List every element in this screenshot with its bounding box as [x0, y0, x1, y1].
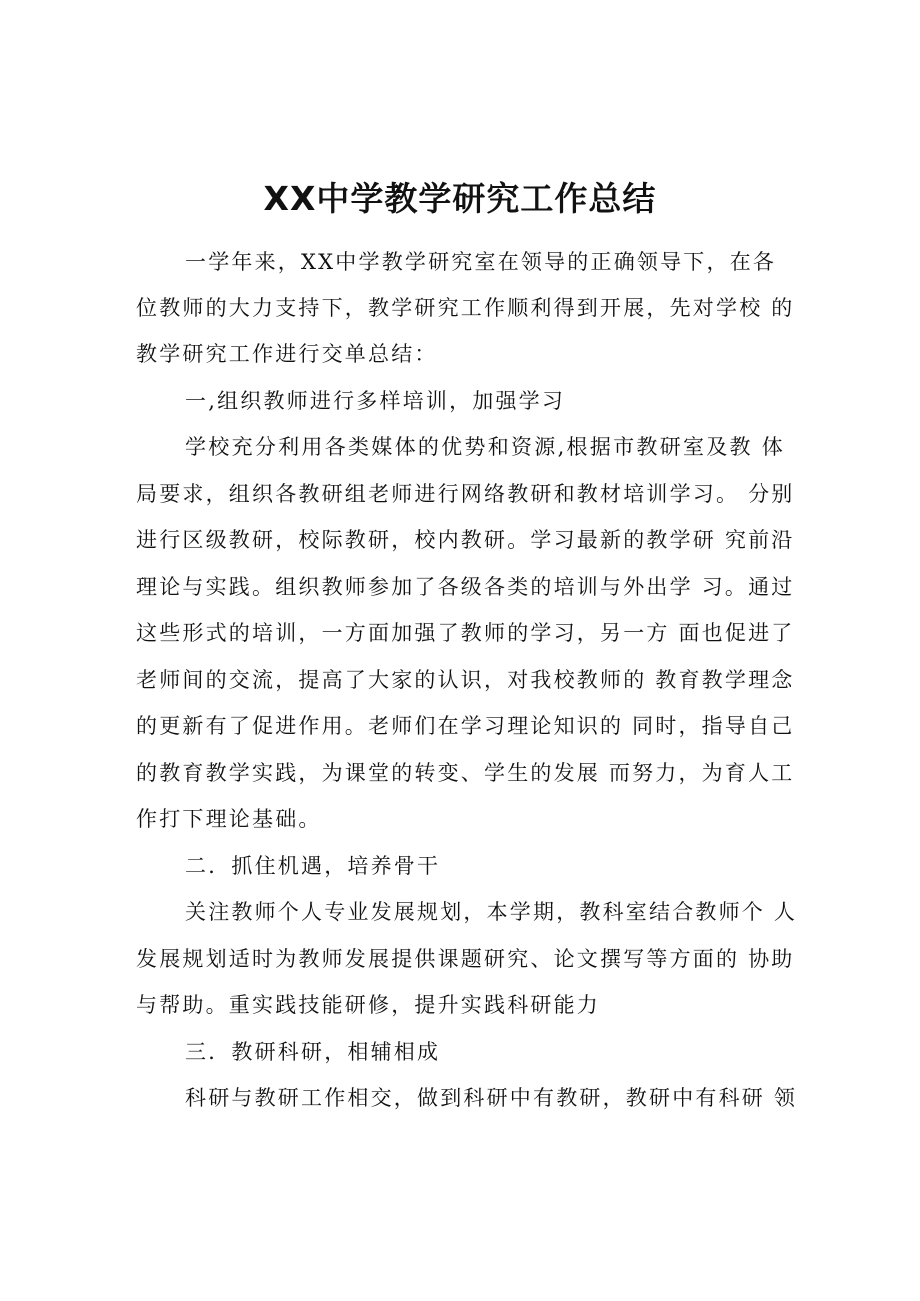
section-heading: 三．教研科研，相辅相成 — [185, 1040, 441, 1064]
paragraph-line: 位教师的大力支持下，教学研究工作顺利得到开展，先对学校 的 — [136, 296, 795, 320]
paragraph-line: 教学研究工作进行交单总结： — [136, 342, 438, 366]
paragraph-line: 关注教师个人专业发展规划，本学期，教科室结合教师个 人 — [185, 900, 798, 924]
section-heading: 一,组织教师进行多样培训，加强学习 — [185, 389, 566, 413]
paragraph-line: 局要求，组织各教研组老师进行网络教研和教材培训学习。 分别 — [136, 482, 795, 506]
paragraph-line: 科研与教研工作相交，做到科研中有教研，教研中有科研 领 — [185, 1086, 798, 1110]
paragraph-line: 的教育教学实践，为课堂的转变、学生的发展 而努力，为育人工 — [136, 761, 795, 785]
paragraph-line: 理论与实践。组织教师参加了各级各类的培训与外出学 习。通过 — [136, 575, 795, 599]
paragraph-line: 这些形式的培训，一方面加强了教师的学习，另一方 面也促进了 — [136, 621, 795, 645]
paragraph-line: 进行区级教研，校际教研，校内教研。学习最新的教学研 究前沿 — [136, 528, 795, 552]
paragraph-line: 的更新有了促进作用。老师们在学习理论知识的 同时，指导自己 — [136, 714, 795, 738]
paragraph-line: 与帮助。重实践技能研修，提升实践科研能力 — [136, 993, 600, 1017]
paragraph-line: 作打下理论基础。 — [136, 807, 322, 831]
paragraph-line: 发展规划适时为教师发展提供课题研究、论文撰写等方面的 协助 — [136, 947, 795, 971]
paragraph-line: 一学年来，XX中学教学研究室在领导的正确领导下，在各 — [185, 250, 777, 274]
paragraph-line: 老师间的交流，提高了大家的认识，对我校教师的 教育教学理念 — [136, 668, 795, 692]
section-heading: 二．抓住机遇，培养骨干 — [185, 854, 441, 878]
paragraph-line: 学校充分利用各类媒体的优势和资源,根据市教研室及教 体 — [185, 435, 785, 459]
document-title: XX中学教学研究工作总结 — [263, 179, 657, 218]
